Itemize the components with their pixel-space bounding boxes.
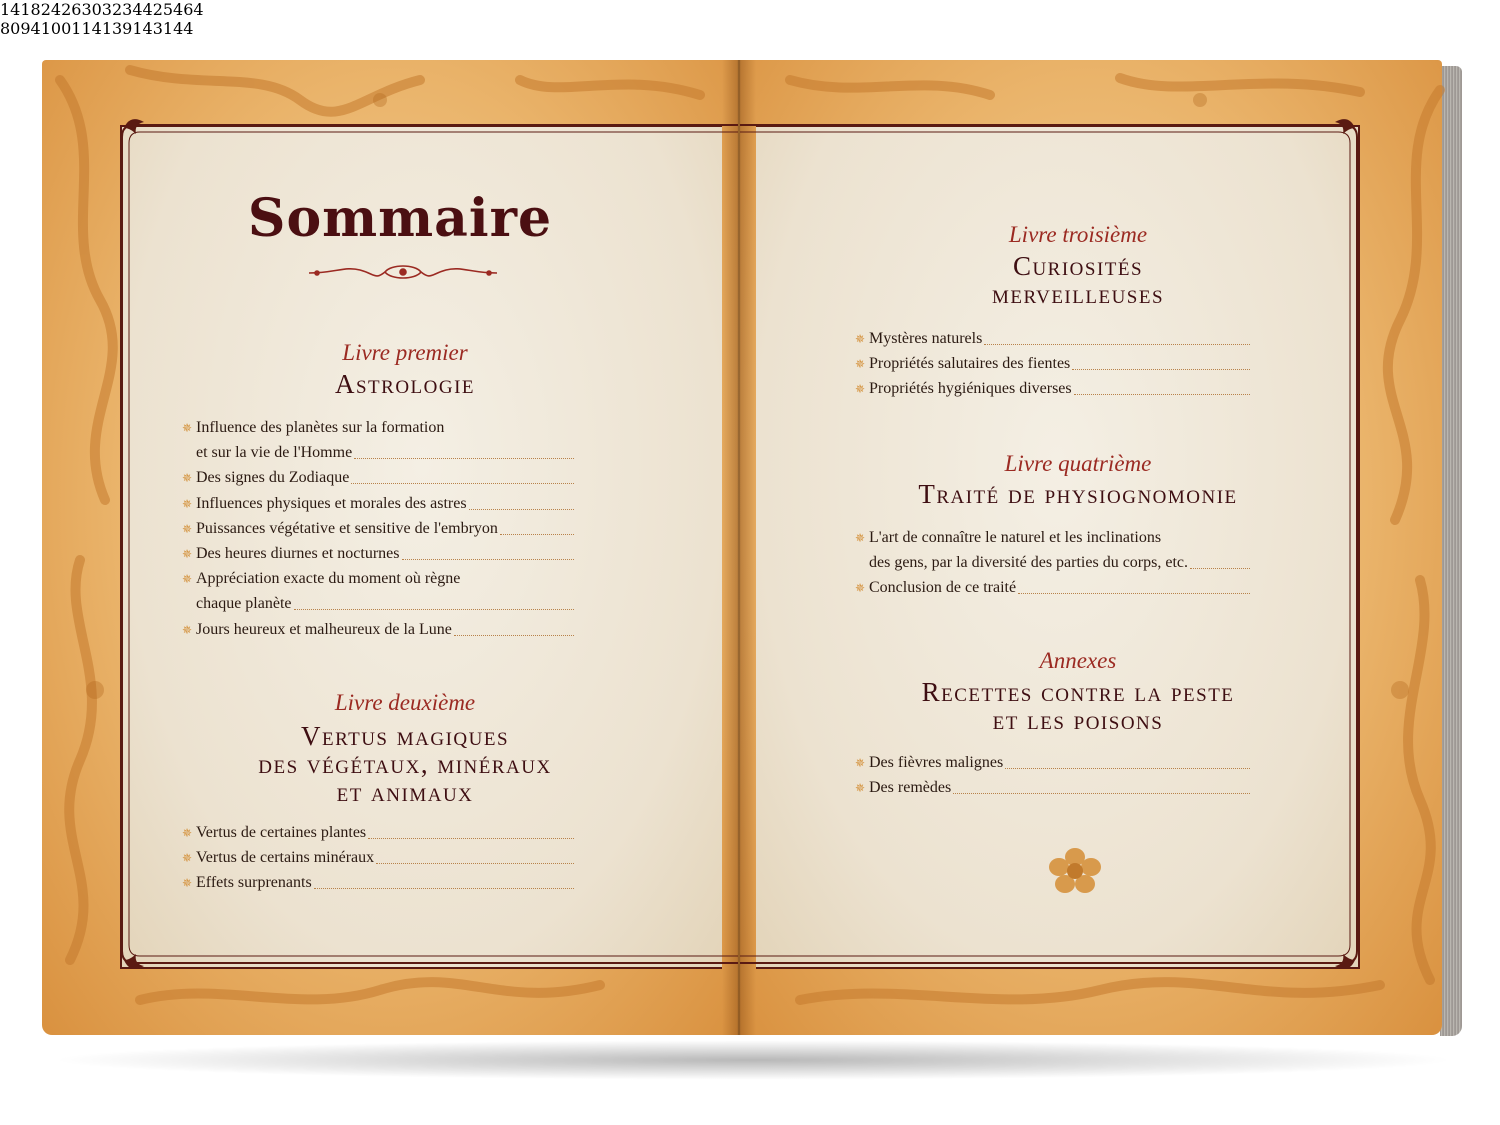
book-part-label: Livre premier <box>342 340 468 365</box>
toc-entry-text: Des remèdes <box>869 779 952 797</box>
bullet-star-icon: ✵ <box>182 572 193 587</box>
book-part-label: Annexes <box>1039 648 1117 673</box>
bullet-star-icon: ✵ <box>182 826 193 840</box>
toc-entry[interactable] <box>182 492 467 516</box>
dotted-leader <box>469 509 574 510</box>
page-number: 144 <box>162 19 194 38</box>
dotted-leader <box>294 609 575 610</box>
page-number: 114 <box>71 19 102 38</box>
toc-entry-text: Influences physiques et morales des astres <box>196 494 467 512</box>
page-number: 34 <box>122 0 143 19</box>
toc-entry[interactable] <box>855 526 1162 550</box>
toc-entry-text: des gens, par la diversité des parties du corps, etc. <box>869 554 1189 572</box>
toc-entry-text: chaque planète <box>196 595 292 613</box>
toc-entry[interactable] <box>182 416 445 440</box>
toc-entry-text: Mystères naturels <box>869 330 983 347</box>
toc-entry-text: Puissances végétative et sensitive de l'embryon <box>196 519 498 537</box>
dotted-leader <box>402 559 575 560</box>
dotted-leader <box>953 793 1250 794</box>
chapter-title: merveilleuses <box>991 279 1165 309</box>
toc-entry-text: et sur la vie de l'Homme <box>196 444 353 462</box>
bullet-star-icon: ✵ <box>855 357 866 372</box>
page-number: 30 <box>81 0 102 19</box>
toc-entry[interactable] <box>855 352 1071 376</box>
page-number: 64 <box>183 0 204 19</box>
bullet-star-icon: ✵ <box>855 382 866 397</box>
toc-entry[interactable] <box>855 377 1072 401</box>
page-number: 18 <box>20 0 41 19</box>
toc-entry[interactable] <box>182 618 452 642</box>
bullet-star-icon: ✵ <box>182 521 193 536</box>
page-number: 42 <box>142 0 163 19</box>
page-number: 26 <box>61 0 82 19</box>
toc-entry[interactable] <box>182 517 498 541</box>
dotted-leader <box>351 483 574 484</box>
toc-entry-text: Propriétés hygiéniques diverses <box>869 380 1072 398</box>
toc-entry-text: Vertus de certaines plantes <box>196 824 367 841</box>
toc-entry[interactable] <box>182 821 367 845</box>
bullet-star-icon: ✵ <box>182 851 193 866</box>
dotted-leader <box>376 863 574 864</box>
bullet-star-icon: ✵ <box>855 332 866 346</box>
toc-entry[interactable] <box>182 466 350 490</box>
book-part-label: Livre deuxième <box>334 690 476 715</box>
dotted-leader <box>1072 369 1250 370</box>
bullet-star-icon: ✵ <box>182 876 193 891</box>
chapter-title: Traité de physiognomonie <box>918 479 1238 509</box>
dotted-leader <box>314 888 574 889</box>
bullet-star-icon: ✵ <box>182 421 193 435</box>
page-number: 24 <box>40 0 62 19</box>
toc-entry[interactable] <box>182 871 312 895</box>
dotted-leader <box>984 344 1250 345</box>
page-number: 80 <box>0 19 21 38</box>
bullet-star-icon: ✵ <box>855 581 866 596</box>
book-part-label: Livre troisième <box>1008 222 1148 247</box>
chapter-title: Recettes contre la peste <box>921 677 1235 707</box>
toc-entry-text: Vertus de certains minéraux <box>196 849 375 867</box>
page-number: 14 <box>0 0 21 19</box>
flourish-divider-icon <box>305 262 501 284</box>
bullet-star-icon: ✵ <box>182 496 193 511</box>
flower-ornament-icon <box>1047 847 1103 895</box>
bullet-star-icon: ✵ <box>855 781 866 796</box>
page-number: 54 <box>162 0 184 19</box>
toc-entry[interactable] <box>182 542 400 566</box>
toc-entry[interactable] <box>182 846 375 870</box>
toc-entry[interactable] <box>196 592 292 616</box>
dotted-leader <box>354 458 574 459</box>
toc-entry[interactable] <box>855 776 952 800</box>
toc-entry[interactable] <box>855 576 1017 600</box>
dotted-leader <box>1190 568 1250 569</box>
page-number: 100 <box>40 19 72 38</box>
toc-entry-text: Appréciation exacte du moment où règne <box>196 570 461 588</box>
page-number: 32 <box>101 0 123 19</box>
toc-entry-text: Des heures diurnes et nocturnes <box>196 545 400 562</box>
toc-entry-text: L'art de connaître le naturel et les inclinations <box>869 529 1162 546</box>
bullet-star-icon: ✵ <box>855 756 866 770</box>
page-number: 94 <box>20 19 41 38</box>
toc-entry[interactable] <box>855 327 983 351</box>
toc-entry[interactable] <box>182 567 461 591</box>
bullet-star-icon: ✵ <box>182 622 193 637</box>
dotted-leader <box>1074 394 1250 395</box>
bullet-star-icon: ✵ <box>855 531 866 545</box>
dotted-leader <box>454 635 574 636</box>
dotted-leader <box>500 534 574 535</box>
toc-entry[interactable] <box>196 441 352 465</box>
toc-entry-text: Propriétés salutaires des fientes <box>869 355 1071 373</box>
bullet-star-icon: ✵ <box>182 471 193 486</box>
chapter-title: Curiosités <box>1012 251 1144 281</box>
dotted-leader <box>1018 593 1250 594</box>
chapter-title: et les poisons <box>992 705 1164 735</box>
chapter-title: des végétaux, minéraux <box>258 749 552 779</box>
book-part-label: Livre quatrième <box>1004 451 1152 476</box>
toc-entry-text: Des signes du Zodiaque <box>196 469 350 487</box>
chapter-title: Vertus magiques <box>300 721 510 751</box>
toc-entry-text: Influence des planètes sur la formation <box>196 419 445 436</box>
bullet-star-icon: ✵ <box>182 547 193 561</box>
toc-entry-text: Des fièvres malignes <box>869 754 1004 771</box>
page-number: 143 <box>132 19 163 38</box>
toc-entry-text: Conclusion de ce traité <box>869 579 1017 597</box>
toc-entry[interactable] <box>855 751 1004 775</box>
chapter-title: et animaux <box>336 777 474 807</box>
toc-entry-text: Effets surprenants <box>196 874 312 892</box>
page-title: Sommaire <box>247 188 553 249</box>
toc-entry-text: Jours heureux et malheureux de la Lune <box>196 620 452 638</box>
dotted-leader <box>1005 768 1250 769</box>
toc-entry[interactable] <box>869 551 1188 575</box>
page-number: 139 <box>101 19 133 38</box>
chapter-title: Astrologie <box>334 369 476 399</box>
dotted-leader <box>368 838 574 839</box>
